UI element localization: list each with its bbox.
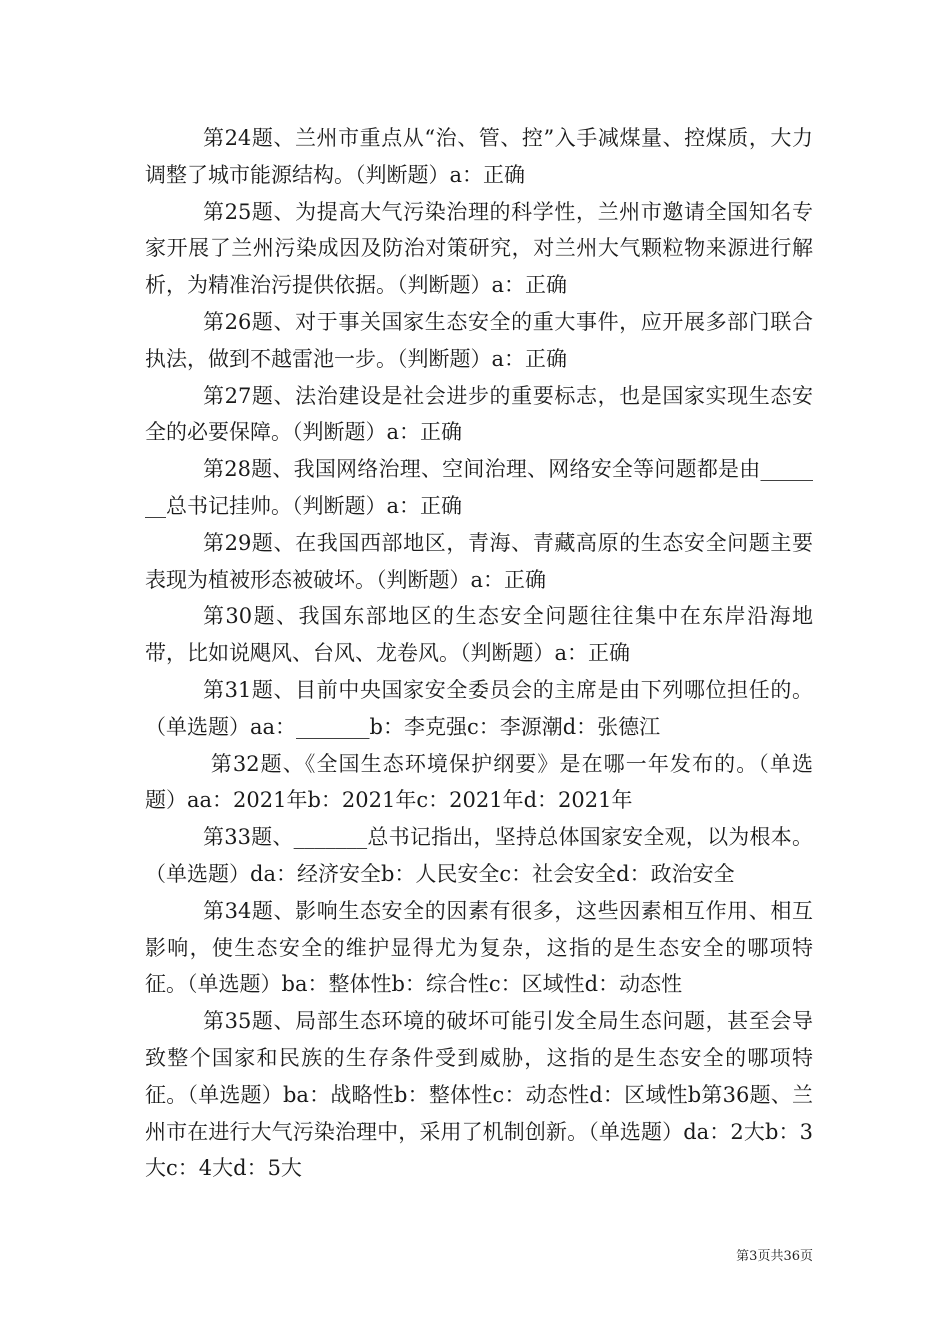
document-body xyxy=(145,120,813,1187)
question-paragraph-29: 第29题、在我国西部地区，青海、青藏高原的生态安全问题主要表现为植被形态被破坏。（判断题）a：正确 xyxy=(145,530,813,592)
question-paragraph-35-36: 第35题、局部生态环境的破坏可能引发全局生态问题，甚至会导致整个国家和民族的生存条件受到威胁，这指的是生态安全的哪项特征。（单选题）ba：战略性b：整体性c：动态性d：区域性b第36题、兰州市在进行大气污染治理中，采用了机制创新。（单选题）da：2大b：3大c：4大d：5大 xyxy=(145,1009,813,1181)
page-number-footer: 第3页共36页 xyxy=(736,1249,813,1264)
question-paragraph-32: 第32题、《全国生态环境保护纲要》是在哪一年发布的。（单选题）aa：2021年b：2021年c：2021年d：2021年 xyxy=(145,751,813,813)
question-paragraph-26: 第26题、对于事关国家生态安全的重大事件，应开展多部门联合执法，做到不越雷池一步。（判断题）a：正确 xyxy=(145,309,813,371)
question-paragraph-34: 第34题、影响生态安全的因素有很多，这些因素相互作用、相互影响，使生态安全的维护显得尤为复杂，这指的是生态安全的哪项特征。（单选题）ba：整体性b：综合性c：区域性d：动态性 xyxy=(145,898,813,997)
question-paragraph-28: 第28题、我国网络治理、空间治理、网络安全等问题都是由_______总书记挂帅。（判断题）a：正确 xyxy=(145,457,813,518)
question-paragraph-31: 第31题、目前中央国家安全委员会的主席是由下列哪位担任的。（单选题）aa：_______b：李克强c：李源潮d：张德江 xyxy=(145,677,813,739)
question-paragraph-33: 第33题、_______总书记指出，坚持总体国家安全观，以为根本。（单选题）da：经济安全b：人民安全c：社会安全d：政治安全 xyxy=(145,825,813,886)
question-paragraph-24: 第24题、兰州市重点从“治、管、控”入手减煤量、控煤质，大力调整了城市能源结构。（判断题）a：正确 xyxy=(145,126,813,187)
question-paragraph-27: 第27题、法治建设是社会进步的重要标志，也是国家实现生态安全的必要保障。（判断题）a：正确 xyxy=(145,383,813,445)
question-paragraph-25: 第25题、为提高大气污染治理的科学性，兰州市邀请全国知名专家开展了兰州污染成因及防治对策研究，对兰州大气颗粒物来源进行解析，为精准治污提供依据。（判断题）a：正确 xyxy=(145,199,813,298)
question-paragraph-30: 第30题、我国东部地区的生态安全问题往往集中在东岸沿海地带，比如说飓风、台风、龙卷风。（判断题）a：正确 xyxy=(145,604,813,666)
